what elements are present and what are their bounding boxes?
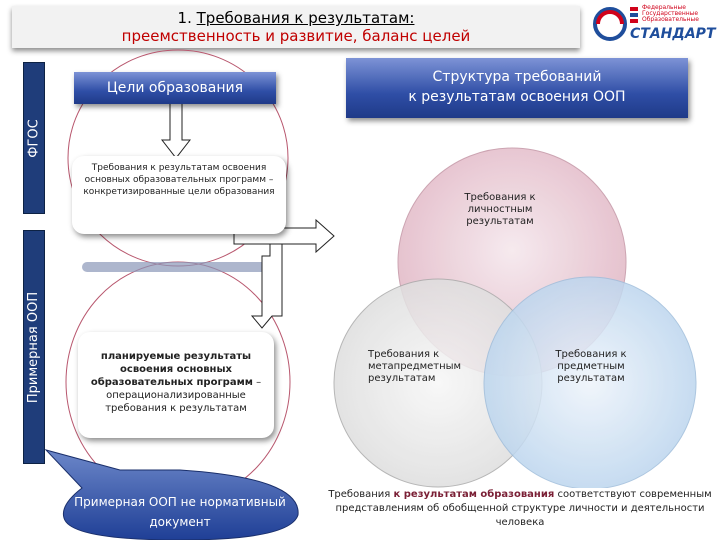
- planned-bold-text: планируемые результаты освоения основных образовательных программ: [90, 351, 253, 388]
- caption-highlight: к результатам образования: [393, 489, 555, 500]
- logo-line-3: Образовательные: [642, 16, 699, 23]
- goals-bar: [74, 72, 276, 104]
- logo-line-1: Федеральные: [642, 4, 686, 11]
- bottom-caption: [324, 488, 716, 530]
- arrow-down-icon: [162, 102, 190, 158]
- arrow-bent-icon: [252, 244, 282, 328]
- goals-bar-label: Цели образования: [106, 80, 244, 96]
- label-personal: Требования к личностным результатам: [464, 192, 536, 227]
- caption-rest: соответствуют современным представлениям об обобщенной структуре личности и деятельности человека: [335, 489, 712, 528]
- planned-results-box: [78, 332, 274, 438]
- page-title: 1. Требования к результатам:: [177, 9, 415, 27]
- structure-title-line2: к результатам освоения ООП: [408, 89, 626, 105]
- requirements-text: Требования к результатам освоения основных образовательных программ – конкретизированные цели образования: [83, 163, 275, 197]
- fgos-side-label: ФГОС: [26, 118, 42, 158]
- page-subtitle: преемственность и развитие, баланс целей: [121, 27, 471, 45]
- divider-bar: [82, 262, 270, 272]
- requirements-box: [72, 156, 286, 234]
- label-meta: Требования к метапредметным результатам: [368, 349, 462, 384]
- structure-title-line1: Структура требований: [432, 69, 602, 85]
- label-subject: Требования к предметным результатам: [555, 349, 627, 384]
- caption-prefix: Требования: [328, 489, 391, 500]
- planned-rest-text: – операционализированные требования к результатам: [105, 377, 262, 414]
- logo-line-2: Государственные: [642, 10, 699, 17]
- structure-title-bar: [346, 58, 688, 118]
- callout-text: Примерная ООП не нормативный документ: [74, 495, 286, 529]
- poop-side-label: Примерная ООП: [26, 291, 42, 403]
- logo-brand: СТАНДАРТ: [630, 26, 716, 42]
